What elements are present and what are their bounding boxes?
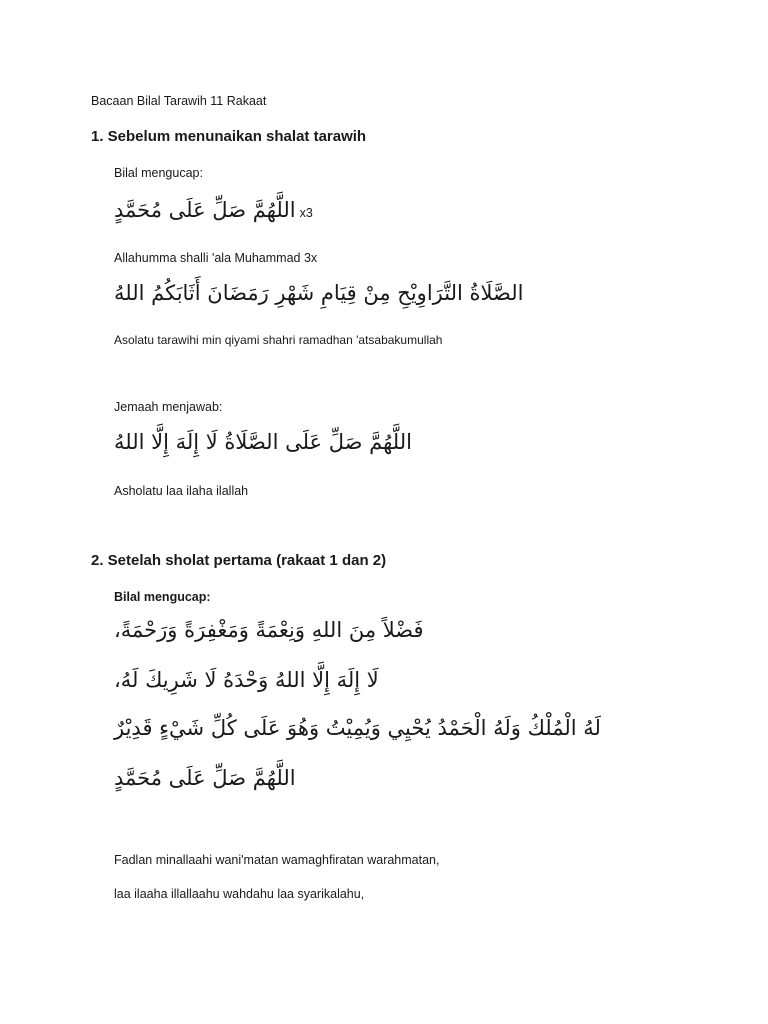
section-1-arabic-1-row (114, 198, 313, 222)
section-1-latin-2: Asolatu tarawihi min qiyami shahri ramadhan 'atsabakumullah (114, 333, 443, 347)
section-2-heading: 2. Setelah sholat pertama (rakaat 1 dan 2) (91, 552, 387, 569)
section-1-bilal-label: Bilal mengucap: (114, 166, 203, 180)
section-1-latin-1: Allahumma shalli 'ala Muhammad 3x (114, 251, 318, 265)
section-2-arabic-line-1: فَضْلاً مِنَ اللهِ وَنِعْمَةً وَمَغْفِرَةً وَرَحْمَةً، (114, 618, 424, 642)
document-title: Bacaan Bilal Tarawih 11 Rakaat (91, 94, 267, 108)
section-1-arabic-1: اللَّهُمَّ صَلِّ عَلَى مُحَمَّدٍ (114, 198, 296, 222)
section-1-arabic-1-suffix: x3 (299, 206, 313, 220)
section-1-heading: 1. Sebelum menunaikan shalat tarawih (91, 128, 367, 145)
section-1-arabic-2: الصَّلَاةُ التَّرَاوِيْحِ مِنْ قِيَامِ شَهْرِ رَمَضَانَ أَثَابَكُمُ اللهُ (114, 281, 524, 305)
section-2-arabic-line-4: اللَّهُمَّ صَلِّ عَلَى مُحَمَّدٍ (114, 766, 296, 790)
section-2-arabic-line-3: لَهُ الْمُلْكُ وَلَهُ الْحَمْدُ يُحْيِي وَيُمِيْتُ وَهُوَ عَلَى كُلِّ شَيْءٍ قَدِيْرٌ (114, 716, 601, 740)
section-2-latin-line-2: laa ilaaha illallaahu wahdahu laa syarikalahu, (114, 887, 365, 901)
section-2-latin-line-1: Fadlan minallaahi wani'matan wamaghfiratan warahmatan, (114, 853, 440, 867)
section-1-latin-3: Asholatu laa ilaha ilallah (114, 484, 249, 498)
section-2-arabic-line-2: لَا إِلَهَ إِلَّا اللهُ وَحْدَهُ لَا شَرِيكَ لَهُ، (114, 668, 379, 692)
section-1-jemaah-label: Jemaah menjawab: (114, 400, 223, 414)
section-1-arabic-3: اللَّهُمَّ صَلِّ عَلَى الصَّلَاةُ لَا إِلَهَ إِلَّا اللهُ (114, 430, 412, 454)
section-2-bilal-label: Bilal mengucap: (114, 590, 211, 604)
